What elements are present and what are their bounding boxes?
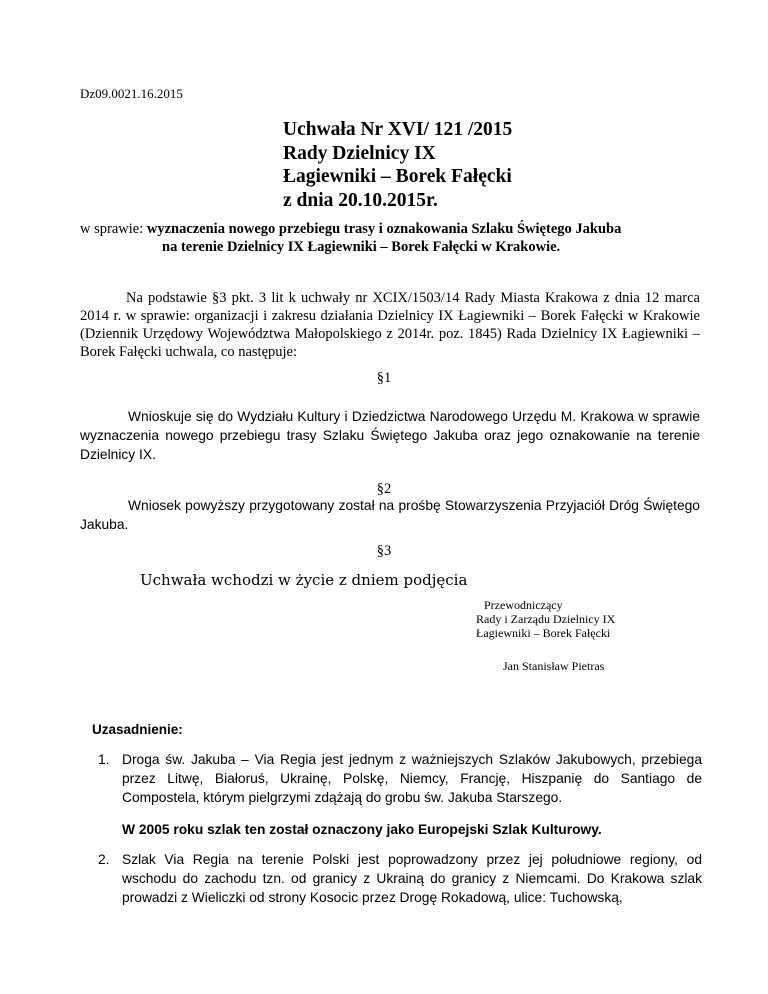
resolution-subject xyxy=(80,220,700,256)
signature-district: Łagiewniki – Borek Fałęcki xyxy=(476,626,611,640)
cultural-route-note: W 2005 roku szlak ten został oznaczony jako Europejski Szlak Kulturowy. xyxy=(122,822,602,837)
subject-prefix: w sprawie: xyxy=(80,221,147,237)
list-item-number: 2. xyxy=(98,852,110,867)
signature-title: Przewodniczący xyxy=(484,598,563,612)
signature-body: Rady i Zarządu Dzielnicy IX xyxy=(476,612,616,626)
legal-basis-paragraph: Na podstawie §3 pkt. 3 lit k uchwały nr XCIX/1503/14 Rady Miasta Krakowa z dnia 12 marca 2014 r. w sprawie: organizacji i zakresu działania Dzielnicy IX Łagiewniki – Borek Fałęcki w Krakowie (Dziennik Urzędowy Województwa Małopolskiego z 2014r. poz. 1845) Rada Dzielnicy IX Łagiewniki – Borek Fałęcki uchwala, co następuje: xyxy=(80,290,700,360)
signatory-name: Jan Stanisław Pietras xyxy=(503,659,605,673)
title-line-3: Łagiewniki – Borek Fałęcki xyxy=(283,166,512,187)
title-line-2: Rady Dzielnicy IX xyxy=(283,142,436,164)
document-id: Dz09.0021.16.2015 xyxy=(80,86,183,101)
list-item xyxy=(98,750,702,807)
subject-line-2: na terenie Dzielnicy IX Łagiewniki – Borek Fałęcki w Krakowie. xyxy=(162,239,561,255)
section-2-sign: §2 xyxy=(376,481,392,497)
resolution-title xyxy=(283,118,512,212)
section-3-sign: §3 xyxy=(376,543,392,559)
signature-block xyxy=(476,598,615,640)
list-item xyxy=(98,850,702,907)
title-line-4: z dnia 20.10.2015r. xyxy=(283,189,438,211)
list-item-number: 1. xyxy=(98,752,110,767)
subject-line-1: wyznaczenia nowego przebiegu trasy i oznakowania Szlaku Świętego Jakuba xyxy=(146,221,622,237)
section-1-sign: §1 xyxy=(376,370,392,386)
title-line-1: Uchwała Nr XVI/ 121 /2015 xyxy=(283,119,513,140)
section-2-text: Wniosek powyższy przygotowany został na prośbę Stowarzyszenia Przyjaciół Dróg Świętego Jakuba. xyxy=(80,498,700,532)
section-1-text: Wnioskuje się do Wydziału Kultury i Dziedzictwa Narodowego Urzędu M. Krakowa w sprawie wyznaczenia nowego przebiegu trasy Szlaku Świętego Jakuba oraz jego oznakowanie na terenie Dzielnicy IX. xyxy=(80,409,700,462)
justification-heading: Uzasadnienie: xyxy=(92,722,183,737)
list-item-text: Droga św. Jakuba – Via Regia jest jednym z ważniejszych Szlaków Jakubowych, przebiega przez Litwę, Białoruś, Ukrainę, Polskę, Niemcy, Francję, Hiszpanię do Santiago de Compostela, którym pielgrzymi zdążają do grobu św. Jakuba Starszego. xyxy=(122,752,702,805)
section-3-text: Uchwała wchodzi w życie z dniem podjęcia xyxy=(140,571,468,589)
list-item-text: Szlak Via Regia na terenie Polski jest poprowadzony przez jej południowe regiony, od wschodu do zachodu tzn. od granicy z Ukrainą do granicy z Niemcami. Do Krakowa szlak prowadzi z Wieliczki od strony Kosocic przez Drogę Rokadową, ulice: Tuchowską, xyxy=(122,852,702,905)
justification-list xyxy=(98,750,702,807)
